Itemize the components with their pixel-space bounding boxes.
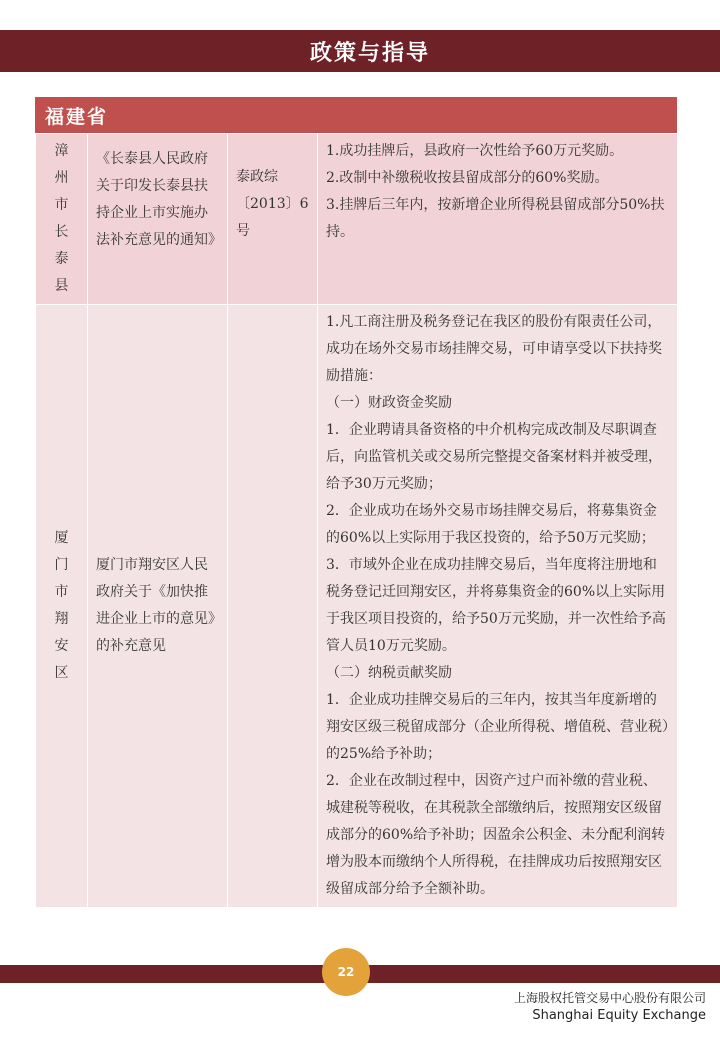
document-title: 《长泰县人民政府关于印发长泰县扶持企业上市实施办法补充意见的通知》	[88, 134, 228, 305]
content-line: 1.成功挂牌后，县政府一次性给予60万元奖励。	[326, 143, 624, 159]
company-name-cn: 上海股权托管交易中心股份有限公司	[513, 991, 706, 1005]
content-line: 1.凡工商注册及税务登记在我区的股份有限责任公司，成功在场外交易市场挂牌交易，可申请享受以下扶持奖励措施：	[326, 314, 662, 384]
content-line: 2．企业在改制过程中，因资产过户而补缴的营业税、城建税等税收，在其税款全部缴纳后，按照翔安区级留成部分的60%给予补助；因盈余公积金、未分配利润转增为股本而缴纳个人所得税，在挂牌成功后按照翔安区级留成部分给予全额补助。	[326, 773, 666, 897]
table-row	[36, 305, 678, 908]
header-bar	[0, 30, 720, 72]
city-name: 漳 州 市 长 泰 县	[54, 143, 69, 294]
document-number	[228, 305, 318, 908]
content-line: （二）纳税贡献奖励	[326, 665, 452, 681]
content-line: 2．企业成功在场外交易市场挂牌交易后，将募集资金的60%以上实际用于我区投资的，给予50万元奖励；	[326, 503, 657, 546]
company-name-en: Shanghai Equity Exchange	[532, 1008, 706, 1023]
policy-table	[35, 97, 677, 908]
table-row	[36, 134, 678, 305]
city-cell	[36, 134, 88, 305]
policy-grid	[35, 133, 678, 908]
document-number: 泰政综〔2013〕6号	[228, 134, 318, 305]
content-line: 2.改制中补缴税收按县留成部分的60%奖励。	[326, 170, 609, 186]
policy-content	[318, 134, 678, 305]
content-line: 1．企业聘请具备资格的中介机构完成改制及尽职调查后，向监管机关或交易所完整提交备案材料并被受理，给予30万元奖励；	[326, 422, 662, 492]
content-line: （一）财政资金奖励	[326, 395, 452, 411]
page-title: 政策与指导	[309, 40, 430, 66]
policy-content	[318, 305, 678, 908]
document-title: 厦门市翔安区人民政府关于《加快推进企业上市的意见》的补充意见	[88, 305, 228, 908]
content-line: 3．市域外企业在成功挂牌交易后，当年度将注册地和税务登记迁回翔安区，并将募集资金的60%以上实际用于我区项目投资的，给予50万元奖励，并一次性给予高管人员10万元奖励。	[326, 557, 666, 654]
content-line: 3.挂牌后三年内，按新增企业所得税县留成部分50%扶持。	[326, 197, 665, 240]
content-line: 1．企业成功挂牌交易后的三年内，按其当年度新增的翔安区级三税留成部分（企业所得税、增值税、营业税）的25%给予补助；	[326, 692, 669, 762]
city-cell	[36, 305, 88, 908]
province-header: 福建省	[35, 97, 677, 133]
city-name: 厦 门 市 翔 安 区	[54, 530, 69, 681]
page-number: 22	[322, 948, 370, 996]
footer-company	[514, 990, 706, 1024]
